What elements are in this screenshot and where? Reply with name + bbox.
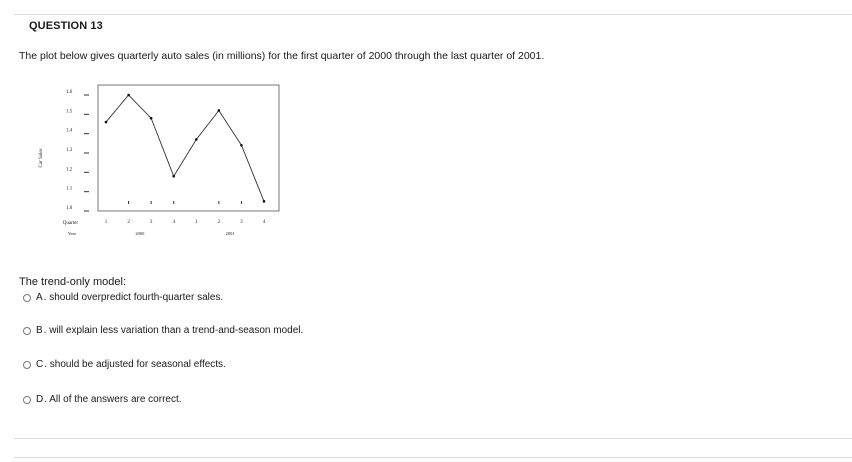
quarter-axis-label: Quarter: [62, 221, 78, 226]
option-c-radio[interactable]: [23, 361, 31, 369]
quarter-tick-label: 1: [195, 220, 198, 225]
y-axis: [66, 90, 89, 211]
quarter-tick-label: 1: [104, 220, 108, 225]
top-divider: [14, 14, 852, 15]
option-d-radio[interactable]: [23, 396, 31, 404]
sales-point: [218, 109, 221, 112]
option-c-text: . should be adjusted for seasonal effects.: [44, 359, 226, 370]
option-b-text: . will explain less variation than a trend-and-season model.: [43, 325, 304, 336]
plot-frame: [98, 85, 279, 211]
year-tick-label: 2001: [225, 231, 235, 236]
y-tick-label: 1.2: [66, 167, 73, 173]
quarter-tick-label: 4: [262, 220, 266, 225]
quarter-tick-label: 3: [149, 220, 153, 225]
quarter-tick-label: 2: [127, 220, 130, 225]
year-axis-label: Year: [67, 231, 76, 236]
sales-point: [195, 138, 198, 141]
x-axis: [105, 201, 266, 236]
option-c-letter: C: [36, 359, 44, 370]
y-tick-label: 1.1: [66, 186, 73, 192]
sales-point: [105, 121, 108, 124]
question-prompt: The trend-only model:: [19, 276, 126, 288]
option-c[interactable]: [23, 359, 226, 370]
quarter-tick-label: 2: [217, 220, 221, 225]
option-a[interactable]: [23, 292, 223, 303]
sales-point: [240, 144, 243, 147]
y-tick-label: 1.6: [66, 90, 73, 95]
option-d[interactable]: [23, 394, 182, 405]
year-tick-label: 2000: [135, 231, 145, 236]
question-title: QUESTION 13: [29, 20, 103, 32]
option-b-letter: B: [36, 325, 43, 336]
question-stem: The plot below gives quarterly auto sales (in millions) for the first quarter of 2000 through the last quarter of 2001.: [19, 50, 545, 62]
y-tick-label: 1.4: [66, 128, 73, 134]
y-tick-label: 1.5: [66, 109, 73, 115]
option-a-text: . should overpredict fourth-quarter sales.: [43, 292, 224, 303]
footer-divider: [14, 457, 852, 458]
sales-series: [105, 94, 266, 203]
sales-point: [127, 94, 130, 97]
auto-sales-chart: [30, 80, 290, 245]
sales-line: [106, 95, 264, 201]
y-tick-label: 1.3: [66, 148, 73, 153]
sales-point: [150, 117, 153, 120]
option-a-letter: A: [36, 292, 43, 303]
quarter-tick-label: 3: [240, 220, 243, 225]
sales-point: [263, 200, 266, 203]
option-d-letter: D: [36, 394, 44, 405]
option-b[interactable]: [23, 325, 303, 336]
option-d-text: . All of the answers are correct.: [44, 394, 182, 405]
quarter-tick-label: 4: [172, 220, 175, 225]
y-tick-label: 1.0: [66, 206, 73, 211]
bottom-divider: [14, 438, 852, 439]
option-a-radio[interactable]: [23, 294, 31, 302]
y-axis-label: Car Sales: [39, 148, 44, 168]
option-b-radio[interactable]: [23, 327, 31, 335]
sales-point: [172, 175, 175, 178]
